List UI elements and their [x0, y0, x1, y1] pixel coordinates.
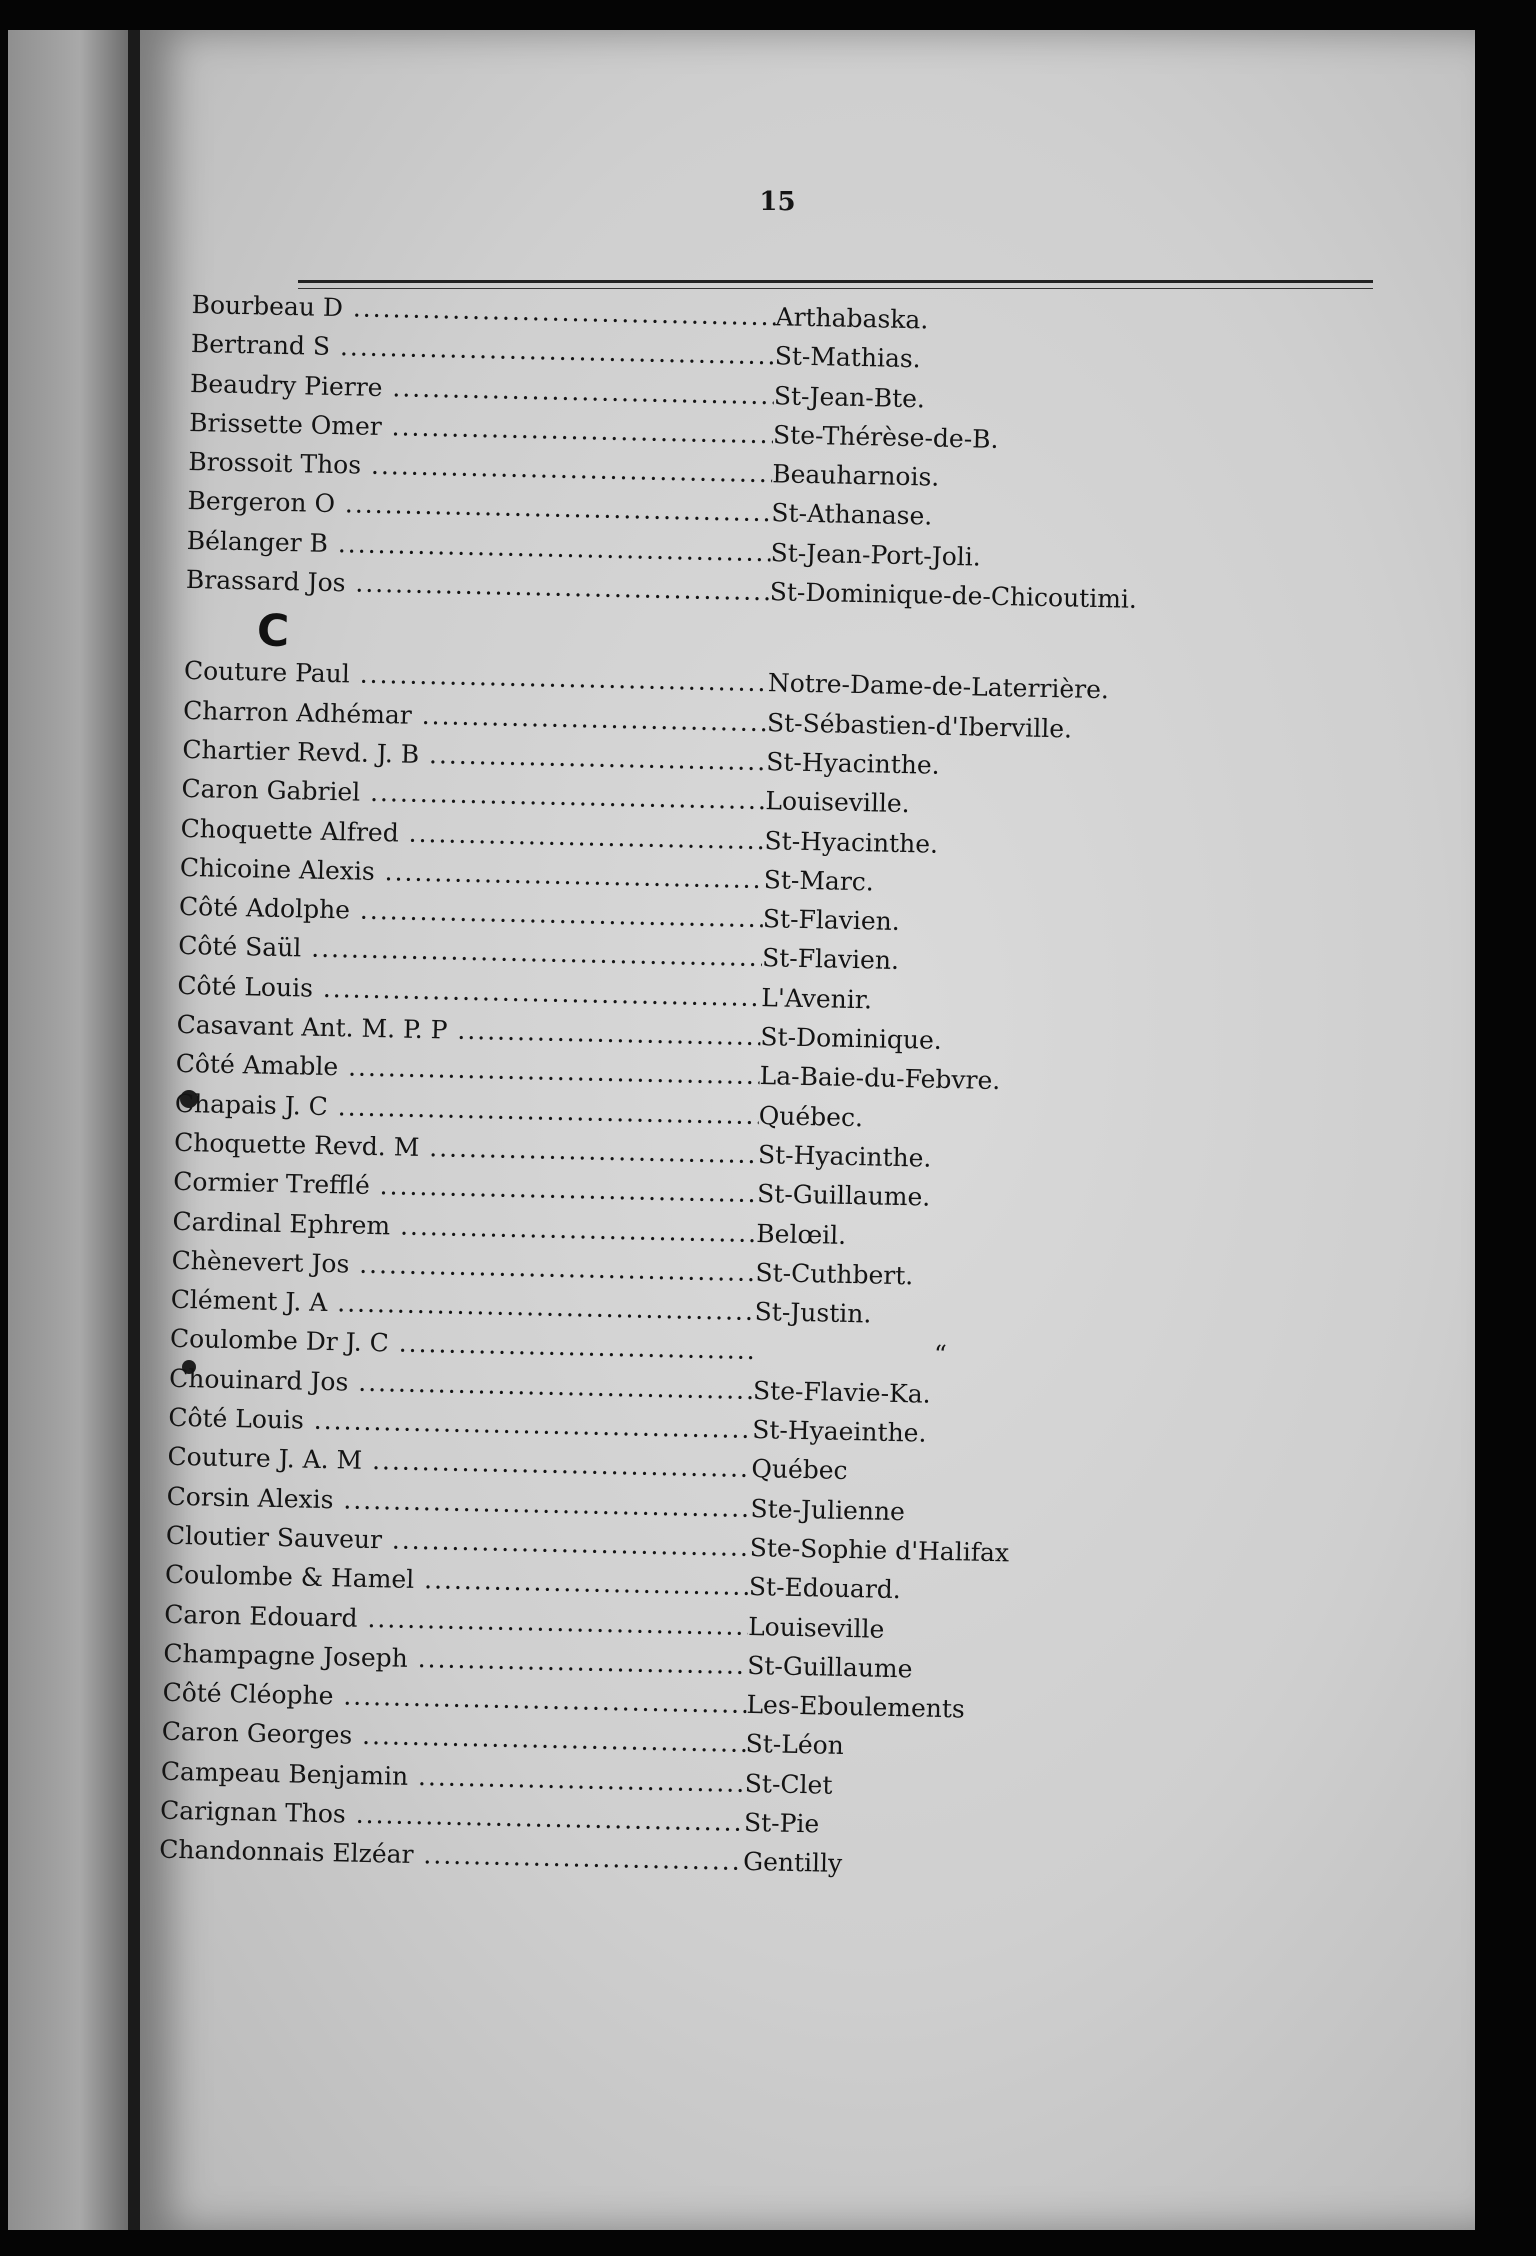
entry-place: St-Flavien.	[761, 943, 900, 976]
facing-page-edge	[8, 30, 134, 2230]
entry-name: Beaudry Pierre .....	[190, 369, 774, 410]
entry-place: St-Guillaume.	[756, 1179, 931, 1212]
entry-name: Couture Paul .....	[184, 656, 768, 697]
entry-name: Bourbeau D .....	[191, 290, 775, 331]
entry-name: Carignan Thos .....	[160, 1796, 744, 1837]
entry-name: Brossoit Thos .....	[188, 447, 772, 488]
entry-place: St-Jean-Bte.	[773, 380, 926, 413]
entry-place: St-Mathias.	[774, 341, 921, 374]
entry-place: St-Hyaeinthe.	[751, 1415, 927, 1448]
entry-place: St-Dominique.	[760, 1022, 943, 1055]
entry-name: Brassard Jos .....	[186, 565, 770, 606]
entry-name: Côté Cléophe .....	[162, 1678, 746, 1719]
entry-place: St-Cuthbert.	[755, 1257, 914, 1291]
entry-place: St-Edouard.	[748, 1572, 902, 1605]
entry-name: Caron Gabriel .....	[181, 774, 765, 815]
entry-place: Ste-Sophie d'Halifax	[749, 1532, 1010, 1568]
entry-place: Notre-Dame-de-Laterrière.	[767, 668, 1110, 705]
entry-place: Beauharnois.	[771, 459, 940, 492]
entry-place: St-Hyacinthe.	[757, 1139, 932, 1173]
entry-place: Québec	[751, 1454, 848, 1486]
entry-place: L'Avenir.	[761, 982, 873, 1015]
entry-place: Gentilly	[742, 1847, 843, 1879]
ditto-mark: “	[933, 1340, 947, 1370]
entry-name: Coulombe Dr J. C .....	[170, 1324, 754, 1365]
entry-place: Louiseville.	[765, 786, 910, 819]
entry-place: Belœil.	[756, 1218, 847, 1250]
entry-name: Couture J. A. M .....	[167, 1442, 751, 1483]
entry-name: Cardinal Ephrem .....	[172, 1206, 756, 1247]
entry-name: Bergeron O .....	[187, 486, 771, 527]
entry-place: St-Marc.	[763, 864, 875, 897]
entry-name: Champagne Joseph .....	[163, 1639, 747, 1680]
entry-name: Côté Louis .....	[168, 1403, 752, 1444]
entry-name: Casavant Ant. M. P. P .....	[176, 1010, 760, 1051]
entry-place: St-Clet	[744, 1768, 833, 1800]
entry-name: Cloutier Sauveur .....	[166, 1521, 750, 1562]
entry-place: St-Léon	[745, 1729, 845, 1761]
entry-name: Choquette Revd. M .....	[174, 1128, 758, 1169]
entry-name: Corsin Alexis .....	[166, 1481, 750, 1522]
entry-name: Bertrand S .....	[191, 329, 775, 370]
entry-place: Les-Eboulements	[746, 1690, 966, 1724]
entry-name: Caron Georges .....	[161, 1717, 745, 1758]
entry-place: Ste-Flavie-Ka.	[752, 1375, 931, 1409]
entry-place: Arthabaska.	[775, 302, 929, 335]
entry-place: St-Athanase.	[771, 498, 933, 532]
entry-place: St-Guillaume	[747, 1650, 913, 1684]
entry-name: Charron Adhémar .....	[183, 696, 767, 737]
header-rule	[298, 280, 1373, 283]
page-number: 15	[759, 187, 796, 217]
entry-name: Chapais J. C .....	[175, 1088, 759, 1129]
entry-name: Chandonnais Elzéar .....	[159, 1835, 743, 1876]
entry-place: Ste-Thérèse-de-B.	[772, 420, 999, 454]
entry-name: Bélanger B .....	[186, 526, 770, 567]
entry-name: Caron Edouard .....	[164, 1599, 748, 1640]
header-rule-thin	[298, 288, 1373, 289]
entry-place: St-Hyacinthe.	[764, 825, 939, 859]
entry-place: St-Hyacinthe.	[765, 747, 940, 780]
entry-name: Brissette Omer .....	[189, 408, 773, 449]
entry-name: Côté Louis .....	[177, 971, 761, 1012]
entry-place: St-Pie	[743, 1807, 820, 1839]
entry-name: Côté Saül .....	[178, 931, 762, 972]
entry-name: Chicoine Alexis .....	[180, 853, 764, 894]
entry-name: Côté Amable .....	[175, 1049, 759, 1090]
entry-name: Campeau Benjamin .....	[161, 1756, 745, 1797]
entry-place: Québec.	[758, 1100, 864, 1132]
entry-name: Côté Adolphe .....	[179, 892, 763, 933]
entry-name: Coulombe & Hamel .....	[165, 1560, 749, 1601]
entry-place: Ste-Julienne	[750, 1493, 906, 1526]
entry-place: St-Justin.	[754, 1297, 872, 1329]
entry-place: Louiseville	[747, 1611, 885, 1644]
section-letter: C	[256, 605, 290, 658]
entry-place: St-Flavien.	[762, 904, 901, 937]
entry-name: Chouinard Jos .....	[169, 1363, 753, 1404]
entry-place: St-Sébastien-d'Iberville.	[766, 707, 1073, 744]
entry-name: Chartier Revd. J. B .....	[182, 735, 766, 776]
entry-place: St-Dominique-de-Chicoutimi.	[769, 577, 1138, 614]
entry-name: Chènevert Jos .....	[171, 1246, 755, 1287]
entry-place: La-Baie-du-Febvre.	[759, 1061, 1001, 1096]
entry-name: Cormier Trefflé .....	[173, 1167, 757, 1208]
entry-name: Choquette Alfred .....	[180, 813, 764, 854]
entry-name: Clément J. A .....	[171, 1285, 755, 1326]
directory-list	[159, 290, 1262, 1897]
entry-place: St-Jean-Port-Joli.	[770, 537, 982, 572]
